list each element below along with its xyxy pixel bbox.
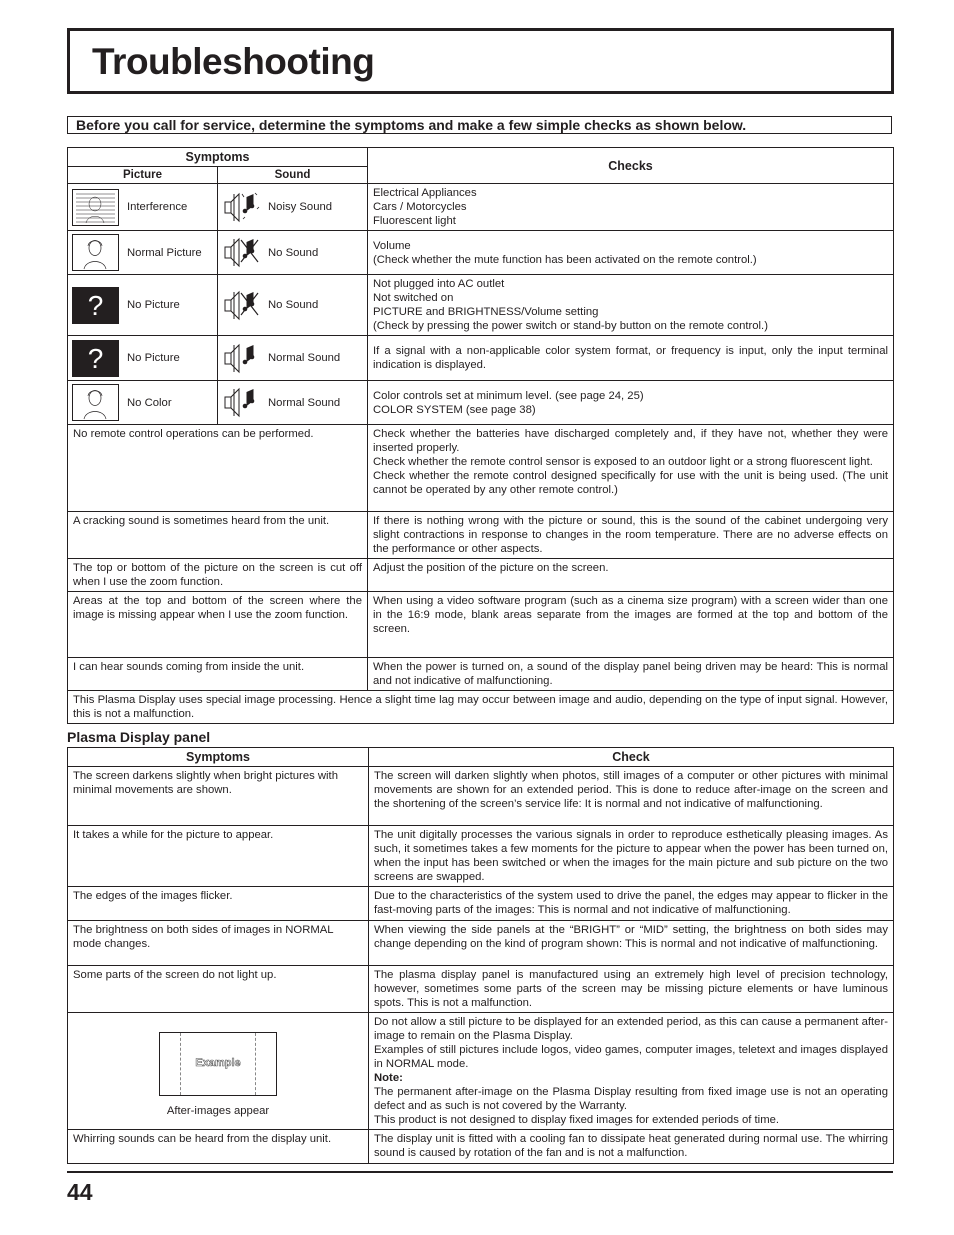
check-text: The unit digitally processes the various signals in order to reproduce esthetically pleasing images. As such, it sometimes takes a few moments for the picture to appear when the power has been turned on, when the input has been switched or when the images for the main picture and sub picture on the two screens are swapped.	[369, 826, 894, 887]
picture-label: Normal Picture	[127, 246, 202, 259]
note-label: Note:	[374, 1072, 403, 1084]
check-text: Color controls set at minimum level. (see page 24, 25) COLOR SYSTEM (see page 38)	[368, 381, 894, 425]
check-text: The permanent after-image on the Plasma Display resulting from fixed image use is not an operating defect and as such is not covered by the Warranty.	[374, 1086, 888, 1112]
normal-picture-icon	[72, 234, 119, 271]
checks-header: Checks	[368, 148, 894, 184]
check-text: Check whether the batteries have discharged completely and, if they have not, whether they were inserted properly. Check whether the remote control sensor is exposed to an outdoor light or a strong fluorescent light. Check whether the remote control designed specifically for use with the unit is being used. (The unit cannot be operated by any other remote control.)	[368, 425, 894, 512]
check-text: Due to the characteristics of the system used to drive the panel, the edges may appear to flicker in the fast-moving parts of the images: This is normal and not indicative of malfunctioning.	[369, 887, 894, 921]
no-color-picture-icon	[72, 384, 119, 421]
table-row	[68, 826, 894, 887]
symptom-text: A cracking sound is sometimes heard from the unit.	[68, 512, 368, 559]
table-row	[68, 592, 894, 658]
picture-label: No Color	[127, 396, 172, 409]
symptoms-header: Symptoms	[68, 748, 369, 767]
sound-label: No Sound	[268, 299, 319, 311]
table-row	[68, 767, 894, 826]
after-image-caption: After-images appear	[166, 1105, 270, 1117]
section-title: Plasma Display panel	[67, 729, 211, 745]
no-picture-icon: ?	[72, 287, 119, 324]
table-row	[68, 1130, 894, 1164]
check-header: Check	[369, 748, 894, 767]
sound-label: Normal Sound	[268, 352, 341, 364]
normal-sound-speaker-icon	[222, 384, 260, 421]
footer-rule	[67, 1171, 893, 1173]
no-picture-icon: ?	[72, 340, 119, 377]
check-text: The screen will darken slightly when photos, still images of a computer or other pictures with minimal movements are shown for an extended period. This is done to reduce after-image on the screen and the shortening of the screen’s service life: It is normal and not indicative of malfunctioning.	[369, 767, 894, 826]
symptom-text: No remote control operations can be performed.	[68, 425, 368, 512]
check-text: Do not allow a still picture to be displayed for an extended period, as this can cause a permanent after-image to remain on the Plasma Display.	[374, 1016, 888, 1042]
picture-label: No Picture	[127, 352, 180, 364]
troubleshooting-table	[67, 147, 894, 724]
check-text: Adjust the position of the picture on the screen.	[368, 559, 894, 592]
check-text: Electrical Appliances Cars / Motorcycles Fluorescent light	[368, 184, 894, 231]
table-row	[68, 425, 894, 512]
normal-sound-speaker-icon	[222, 340, 260, 377]
symptom-text: The brightness on both sides of images in NORMAL mode changes.	[68, 921, 369, 966]
table-row	[68, 381, 894, 425]
symptom-text: The top or bottom of the picture on the screen is cut off when I use the zoom function.	[68, 559, 368, 592]
table-row	[68, 658, 894, 691]
sound-label: Noisy Sound	[268, 201, 333, 213]
table-row	[68, 184, 894, 231]
table-row	[68, 921, 894, 966]
symptom-text: Whirring sounds can be heard from the display unit.	[68, 1130, 369, 1164]
check-text: When the power is turned on, a sound of the display panel being driven may be heard: This is normal and not indicative of malfunctioning.	[368, 658, 894, 691]
after-image-example	[159, 1032, 277, 1096]
table-row	[68, 336, 894, 381]
check-text: When using a video software program (such as a cinema size program) with a screen wider than one in the 16:9 mode, blank areas separate from the images are formed at the top and bottom of the screen.	[368, 592, 894, 658]
table-row	[68, 1013, 894, 1130]
no-sound-speaker-icon	[222, 234, 260, 271]
sound-header: Sound	[218, 167, 368, 184]
table-row	[68, 691, 894, 724]
symptom-text: Some parts of the screen do not light up.	[68, 966, 369, 1013]
table-row	[68, 231, 894, 275]
picture-label: No Picture	[127, 299, 180, 311]
picture-header: Picture	[68, 167, 218, 184]
table-row	[68, 275, 894, 336]
table-row	[68, 512, 894, 559]
table-row	[68, 887, 894, 921]
plasma-panel-table	[67, 747, 894, 1164]
title-box	[67, 28, 894, 94]
sound-label: No Sound	[268, 246, 319, 259]
intro-banner: Before you call for service, determine the symptoms and make a few simple checks as shown below.	[67, 116, 892, 134]
table-row	[68, 966, 894, 1013]
noisy-sound-speaker-icon	[222, 189, 260, 226]
no-sound-speaker-icon	[222, 287, 260, 324]
symptom-text: The screen darkens slightly when bright pictures with minimal movements are shown.	[68, 767, 369, 826]
check-text: The display unit is fitted with a cooling fan to dissipate heat generated during normal use. The whirring sound is caused by rotation of the fan and is not a malfunction.	[369, 1130, 894, 1164]
table-row	[68, 559, 894, 592]
check-text: This product is not designed to display fixed images for extended periods of time.	[374, 1114, 780, 1126]
check-text: If there is nothing wrong with the picture or sound, this is the sound of the cabinet undergoing very slight contractions in response to changes in the room temperature. There are no adverse effects on the performance or other aspects.	[368, 512, 894, 559]
check-text: If a signal with a non-applicable color system format, or frequency is input, only the input terminal indication is displayed.	[368, 336, 894, 381]
check-text: Volume (Check whether the mute function has been activated on the remote control.)	[368, 231, 894, 275]
picture-label: Interference	[127, 201, 188, 213]
page-title: Troubleshooting	[92, 41, 375, 82]
check-text: Examples of still pictures include logos, video games, computer images, teletext and images displayed in NORMAL mode.	[374, 1044, 888, 1070]
symptom-text: Areas at the top and bottom of the screen where the image is missing appear when I use the zoom function.	[68, 592, 368, 658]
symptom-text: The edges of the images flicker.	[68, 887, 369, 921]
interference-picture-icon	[72, 189, 119, 226]
check-text: The plasma display panel is manufactured using an extremely high level of precision technology, however, sometimes some parts of the screen may be missing picture elements or have luminous spots. This is not a malfunction.	[369, 966, 894, 1013]
example-label: Example	[195, 1057, 241, 1069]
page-number: 44	[67, 1179, 93, 1205]
symptom-text: I can hear sounds coming from inside the unit.	[68, 658, 368, 691]
check-text: Not plugged into AC outlet Not switched on PICTURE and BRIGHTNESS/Volume setting (Check by pressing the power switch or stand-by button on the remote control.)	[368, 275, 894, 336]
symptom-text: It takes a while for the picture to appear.	[68, 826, 369, 887]
symptoms-header: Symptoms	[68, 148, 368, 167]
sound-label: Normal Sound	[268, 396, 341, 409]
note-text: This Plasma Display uses special image processing. Hence a slight time lag may occur between image and audio, depending on the type of input signal. However, this is not a malfunction.	[68, 691, 894, 724]
check-text: When viewing the side panels at the “BRIGHT” or “MID” setting, the brightness on both sides may change depending on the kind of program shown: This is normal and not indicative of malfunctioning.	[369, 921, 894, 966]
